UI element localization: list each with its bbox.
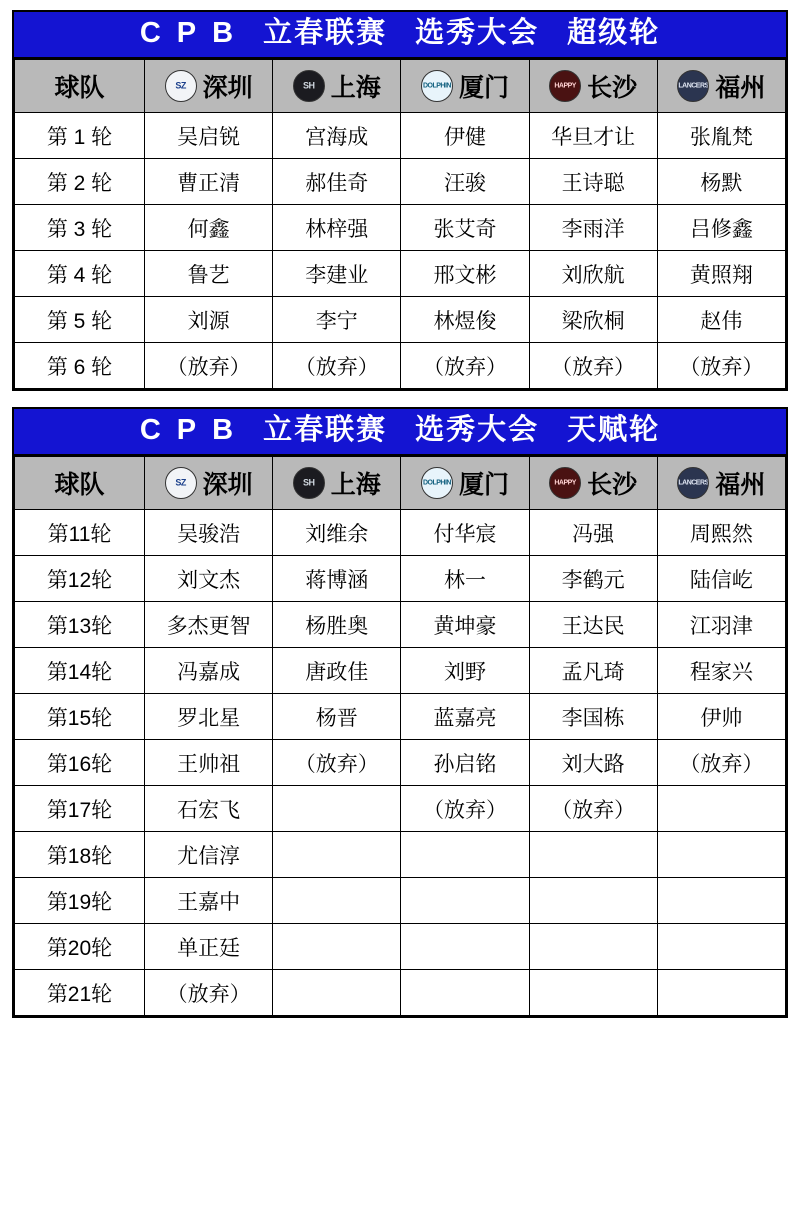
title-event: 选秀大会 (415, 414, 540, 446)
pick-cell (657, 970, 785, 1016)
table-row (15, 694, 786, 740)
xiamen-logo: DOLPHIN (421, 70, 453, 102)
pick-cell: 罗北星 (145, 694, 273, 740)
pick-cell: 冯强 (529, 510, 657, 556)
pick-cell: 杨晋 (273, 694, 401, 740)
pick-cell (273, 878, 401, 924)
pick-cell (401, 924, 529, 970)
column-header-fuzhou (657, 60, 785, 113)
pick-cell: 刘源 (145, 297, 273, 343)
column-label-shanghai: 上海 (330, 471, 381, 499)
table-row (15, 602, 786, 648)
changsha-logo: HAPPY (549, 467, 581, 499)
column-label-changsha: 长沙 (587, 471, 638, 499)
pick-cell: （放弃） (273, 343, 401, 389)
column-header-fuzhou (657, 457, 785, 510)
table-row (15, 556, 786, 602)
column-header-changsha (529, 457, 657, 510)
pick-cell: 林一 (401, 556, 529, 602)
column-label-shenzhen: 深圳 (202, 471, 253, 499)
pick-cell (273, 924, 401, 970)
pick-cell: （放弃） (657, 343, 785, 389)
pick-cell: 王诗聪 (529, 159, 657, 205)
table-row (15, 251, 786, 297)
round-label: 第20轮 (15, 924, 145, 970)
column-header-xiamen (401, 60, 529, 113)
round-label: 第 6 轮 (15, 343, 145, 389)
column-label-xiamen: 厦门 (458, 471, 509, 499)
column-label-fuzhou: 福州 (715, 471, 766, 499)
title-league: 立春联赛 (263, 414, 388, 446)
round-label: 第 1 轮 (15, 113, 145, 159)
table-row (15, 297, 786, 343)
pick-cell (657, 878, 785, 924)
round-label: 第18轮 (15, 832, 145, 878)
pick-cell: 林梓强 (273, 205, 401, 251)
column-label-changsha: 长沙 (587, 74, 638, 102)
pick-cell: 汪骏 (401, 159, 529, 205)
board-title-super (14, 12, 786, 59)
pick-cell: 黄坤豪 (401, 602, 529, 648)
round-label: 第12轮 (15, 556, 145, 602)
draft-board-super (12, 10, 788, 391)
pick-cell: （放弃） (529, 343, 657, 389)
pick-cell (657, 924, 785, 970)
pick-cell (657, 832, 785, 878)
table-header-row (15, 60, 786, 113)
pick-cell: 吴启锐 (145, 113, 273, 159)
pick-cell: 赵伟 (657, 297, 785, 343)
table-row (15, 205, 786, 251)
table-row (15, 924, 786, 970)
pick-cell: （放弃） (145, 343, 273, 389)
pick-cell (529, 924, 657, 970)
pick-cell: 王嘉中 (145, 878, 273, 924)
round-label: 第15轮 (15, 694, 145, 740)
table-row (15, 343, 786, 389)
column-header-shanghai (273, 457, 401, 510)
pick-cell: 单正廷 (145, 924, 273, 970)
pick-cell: （放弃） (657, 740, 785, 786)
pick-cell: 蒋博涵 (273, 556, 401, 602)
round-label: 第14轮 (15, 648, 145, 694)
table-row (15, 740, 786, 786)
column-header-shanghai (273, 60, 401, 113)
column-header-team (15, 60, 145, 113)
shanghai-logo: SH (293, 70, 325, 102)
round-label: 第21轮 (15, 970, 145, 1016)
pick-cell: 冯嘉成 (145, 648, 273, 694)
pick-cell: 刘维余 (273, 510, 401, 556)
pick-cell: 蓝嘉亮 (401, 694, 529, 740)
pick-cell: 刘野 (401, 648, 529, 694)
column-header-xiamen (401, 457, 529, 510)
pick-cell: 尤信淳 (145, 832, 273, 878)
column-label-shanghai: 上海 (330, 74, 381, 102)
table-row (15, 648, 786, 694)
pick-cell (273, 970, 401, 1016)
title-letter-b: B (212, 17, 236, 49)
pick-cell (273, 832, 401, 878)
pick-cell: 伊帅 (657, 694, 785, 740)
round-label: 第16轮 (15, 740, 145, 786)
pick-cell: 石宏飞 (145, 786, 273, 832)
column-label-shenzhen: 深圳 (202, 74, 253, 102)
pick-cell: 孟凡琦 (529, 648, 657, 694)
shanghai-logo: SH (293, 467, 325, 499)
pick-cell: （放弃） (273, 740, 401, 786)
pick-cell: 江羽津 (657, 602, 785, 648)
changsha-logo: HAPPY (549, 70, 581, 102)
pick-cell: 张胤梵 (657, 113, 785, 159)
shenzhen-logo: SZ (165, 70, 197, 102)
pick-cell: 李宁 (273, 297, 401, 343)
round-label: 第17轮 (15, 786, 145, 832)
table-row (15, 970, 786, 1016)
pick-cell: 黄照翔 (657, 251, 785, 297)
pick-cell: 梁欣桐 (529, 297, 657, 343)
table-header-row (15, 457, 786, 510)
round-label: 第 3 轮 (15, 205, 145, 251)
pick-cell: 唐政佳 (273, 648, 401, 694)
pick-cell: 周熙然 (657, 510, 785, 556)
pick-cell: 吕修鑫 (657, 205, 785, 251)
pick-cell: 吴骏浩 (145, 510, 273, 556)
pick-cell: 李建业 (273, 251, 401, 297)
table-row (15, 159, 786, 205)
round-label: 第19轮 (15, 878, 145, 924)
pick-cell: 李鹤元 (529, 556, 657, 602)
pick-cell: 何鑫 (145, 205, 273, 251)
pick-cell: 宫海成 (273, 113, 401, 159)
pick-cell: 张艾奇 (401, 205, 529, 251)
shenzhen-logo: SZ (165, 467, 197, 499)
pick-cell: 刘文杰 (145, 556, 273, 602)
draft-table-super (14, 59, 786, 389)
pick-cell: 伊健 (401, 113, 529, 159)
table-row (15, 113, 786, 159)
pick-cell: （放弃） (529, 786, 657, 832)
pick-cell: 付华宸 (401, 510, 529, 556)
column-label-xiamen: 厦门 (458, 74, 509, 102)
draft-table-talent (14, 456, 786, 1016)
pick-cell: （放弃） (401, 786, 529, 832)
column-label-team: 球队 (54, 74, 105, 102)
pick-cell: 林煜俊 (401, 297, 529, 343)
pick-cell: 鲁艺 (145, 251, 273, 297)
pick-cell: 多杰更智 (145, 602, 273, 648)
title-phase: 天赋轮 (567, 414, 661, 446)
title-letter-c: C (139, 17, 163, 49)
title-event: 选秀大会 (415, 17, 540, 49)
round-label: 第 4 轮 (15, 251, 145, 297)
pick-cell (273, 786, 401, 832)
round-label: 第13轮 (15, 602, 145, 648)
pick-cell: 邢文彬 (401, 251, 529, 297)
pick-cell (529, 970, 657, 1016)
round-label: 第11轮 (15, 510, 145, 556)
pick-cell: 华旦才让 (529, 113, 657, 159)
pick-cell: 王帅祖 (145, 740, 273, 786)
pick-cell: 刘欣航 (529, 251, 657, 297)
pick-cell: 曹正清 (145, 159, 273, 205)
column-header-team (15, 457, 145, 510)
title-letter-p: P (176, 17, 199, 49)
table-row (15, 832, 786, 878)
pick-cell (401, 832, 529, 878)
table-row (15, 878, 786, 924)
pick-cell: 刘大路 (529, 740, 657, 786)
title-letter-b: B (212, 414, 236, 446)
title-league: 立春联赛 (263, 17, 388, 49)
column-header-changsha (529, 60, 657, 113)
pick-cell: （放弃） (401, 343, 529, 389)
table-row (15, 510, 786, 556)
pick-cell (401, 878, 529, 924)
title-phase: 超级轮 (567, 17, 661, 49)
pick-cell (529, 878, 657, 924)
fuzhou-logo: LANCERS (677, 70, 709, 102)
pick-cell (657, 786, 785, 832)
pick-cell: 杨默 (657, 159, 785, 205)
pick-cell: 孙启铭 (401, 740, 529, 786)
round-label: 第 2 轮 (15, 159, 145, 205)
pick-cell: （放弃） (145, 970, 273, 1016)
pick-cell (529, 832, 657, 878)
round-label: 第 5 轮 (15, 297, 145, 343)
pick-cell: 陆信屹 (657, 556, 785, 602)
pick-cell: 杨胜奥 (273, 602, 401, 648)
title-letter-p: P (176, 414, 199, 446)
board-title-talent (14, 409, 786, 456)
pick-cell: 李国栋 (529, 694, 657, 740)
column-header-shenzhen (145, 457, 273, 510)
pick-cell: 王达民 (529, 602, 657, 648)
column-label-team: 球队 (54, 471, 105, 499)
pick-cell: 李雨洋 (529, 205, 657, 251)
xiamen-logo: DOLPHIN (421, 467, 453, 499)
pick-cell: 郝佳奇 (273, 159, 401, 205)
draft-board-talent (12, 407, 788, 1018)
table-row (15, 786, 786, 832)
column-label-fuzhou: 福州 (715, 74, 766, 102)
pick-cell: 程家兴 (657, 648, 785, 694)
pick-cell (401, 970, 529, 1016)
fuzhou-logo: LANCERS (677, 467, 709, 499)
column-header-shenzhen (145, 60, 273, 113)
title-letter-c: C (139, 414, 163, 446)
